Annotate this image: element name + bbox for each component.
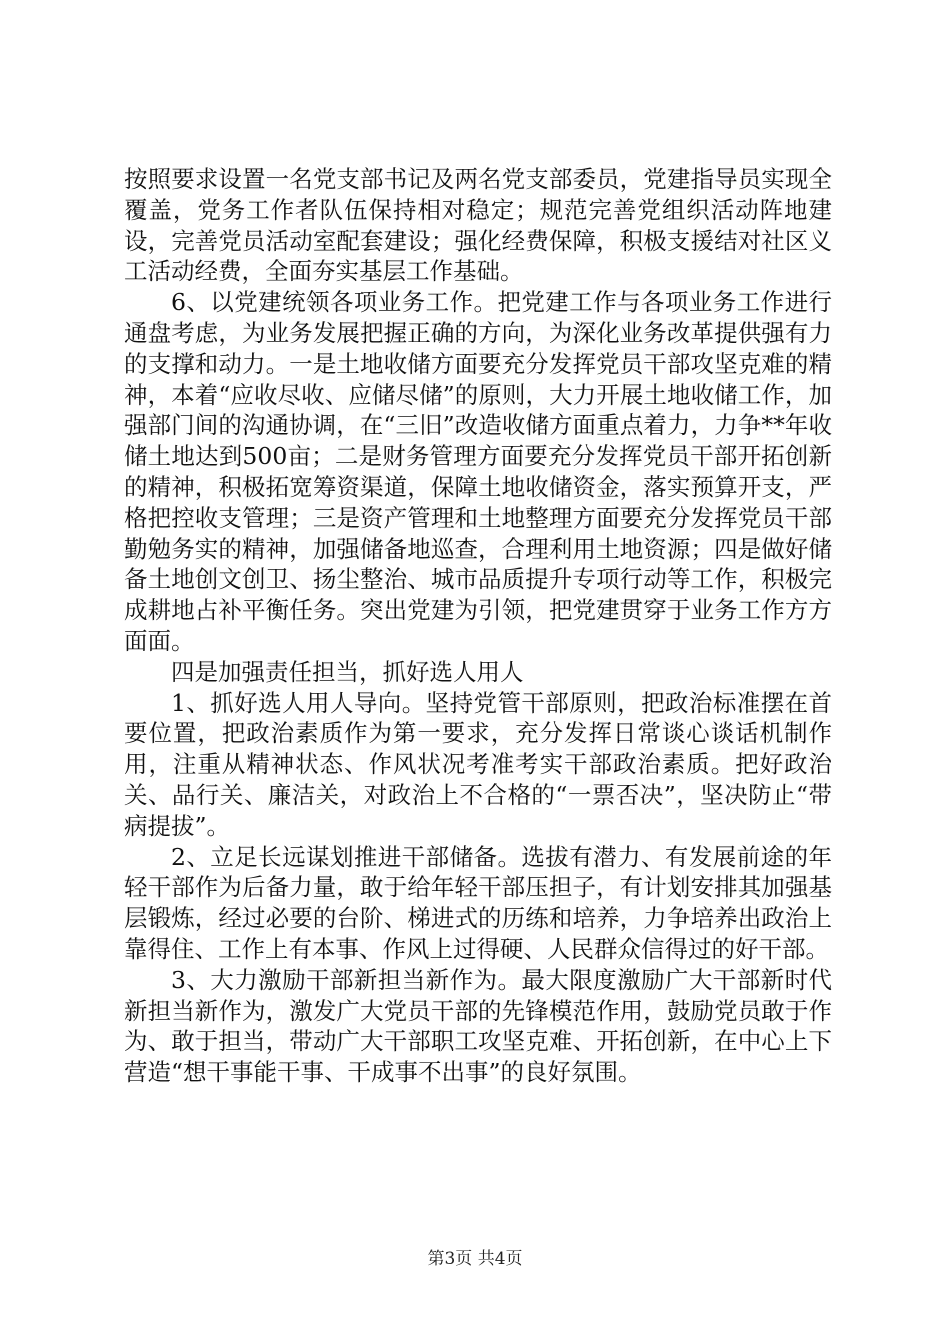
paragraph-item-1: 1、抓好选人用人导向。坚持党管干部原则，把政治标准摆在首要位置，把政治素质作为第一要求，充分发挥日常谈心谈话机制作用，注重从精神状态、作风状况考准考实干部政治素质。把好政治关、品行关、廉洁关，对政治上不合格的“一票否决”，坚决防止“带病提拔”。 bbox=[124, 688, 832, 840]
paragraph-item-2: 2、立足长远谋划推进干部储备。选拔有潜力、有发展前途的年轻干部作为后备力量，敢于给年轻干部压担子，有计划安排其加强基层锻炼，经过必要的台阶、梯进式的历练和培养，力争培养出政治上靠得住、工作上有本事、作风上过得硬、人民群众信得过的好干部。 bbox=[124, 842, 832, 963]
page-number-footer: 第3页 共4页 bbox=[427, 1249, 523, 1269]
document-body bbox=[124, 164, 832, 1088]
section-heading: 四是加强责任担当，抓好选人用人 bbox=[171, 657, 524, 686]
paragraph-item-6: 6、以党建统领各项业务工作。把党建工作与各项业务工作进行通盘考虑，为业务发展把握正确的方向，为深化业务改革提供强有力的支撑和动力。一是土地收储方面要充分发挥党员干部攻坚克难的精神，本着“应收尽收、应储尽储”的原则，大力开展土地收储工作，加强部门间的沟通协调，在“三旧”改造收储方面重点着力，力争**年收储土地达到500亩；二是财务管理方面要充分发挥党员干部开拓创新的精神，积极拓宽筹资渠道，保障土地收储资金，落实预算开支，严格把控收支管理；三是资产管理和土地整理方面要充分发挥党员干部勤勉务实的精神，加强储备地巡查，合理利用土地资源；四是做好储备土地创文创卫、扬尘整治、城市品质提升专项行动等工作，积极完成耕地占补平衡任务。突出党建为引领，把党建贯穿于业务工作方方面面。 bbox=[124, 288, 832, 655]
paragraph-item-3: 3、大力激励干部新担当新作为。最大限度激励广大干部新时代新担当新作为，激发广大党员干部的先锋模范作用，鼓励党员敢于作为、敢于担当，带动广大干部职工攻坚克难、开拓创新，在中心上下营造“想干事能干事、干成事不出事”的良好氛围。 bbox=[124, 965, 832, 1087]
paragraph-continuation: 按照要求设置一名党支部书记及两名党支部委员，党建指导员实现全覆盖，党务工作者队伍保持相对稳定；规范完善党组织活动阵地建设，完善党员活动室配套建设；强化经费保障，积极支援结对社区义工活动经费，全面夯实基层工作基础。 bbox=[124, 165, 832, 286]
